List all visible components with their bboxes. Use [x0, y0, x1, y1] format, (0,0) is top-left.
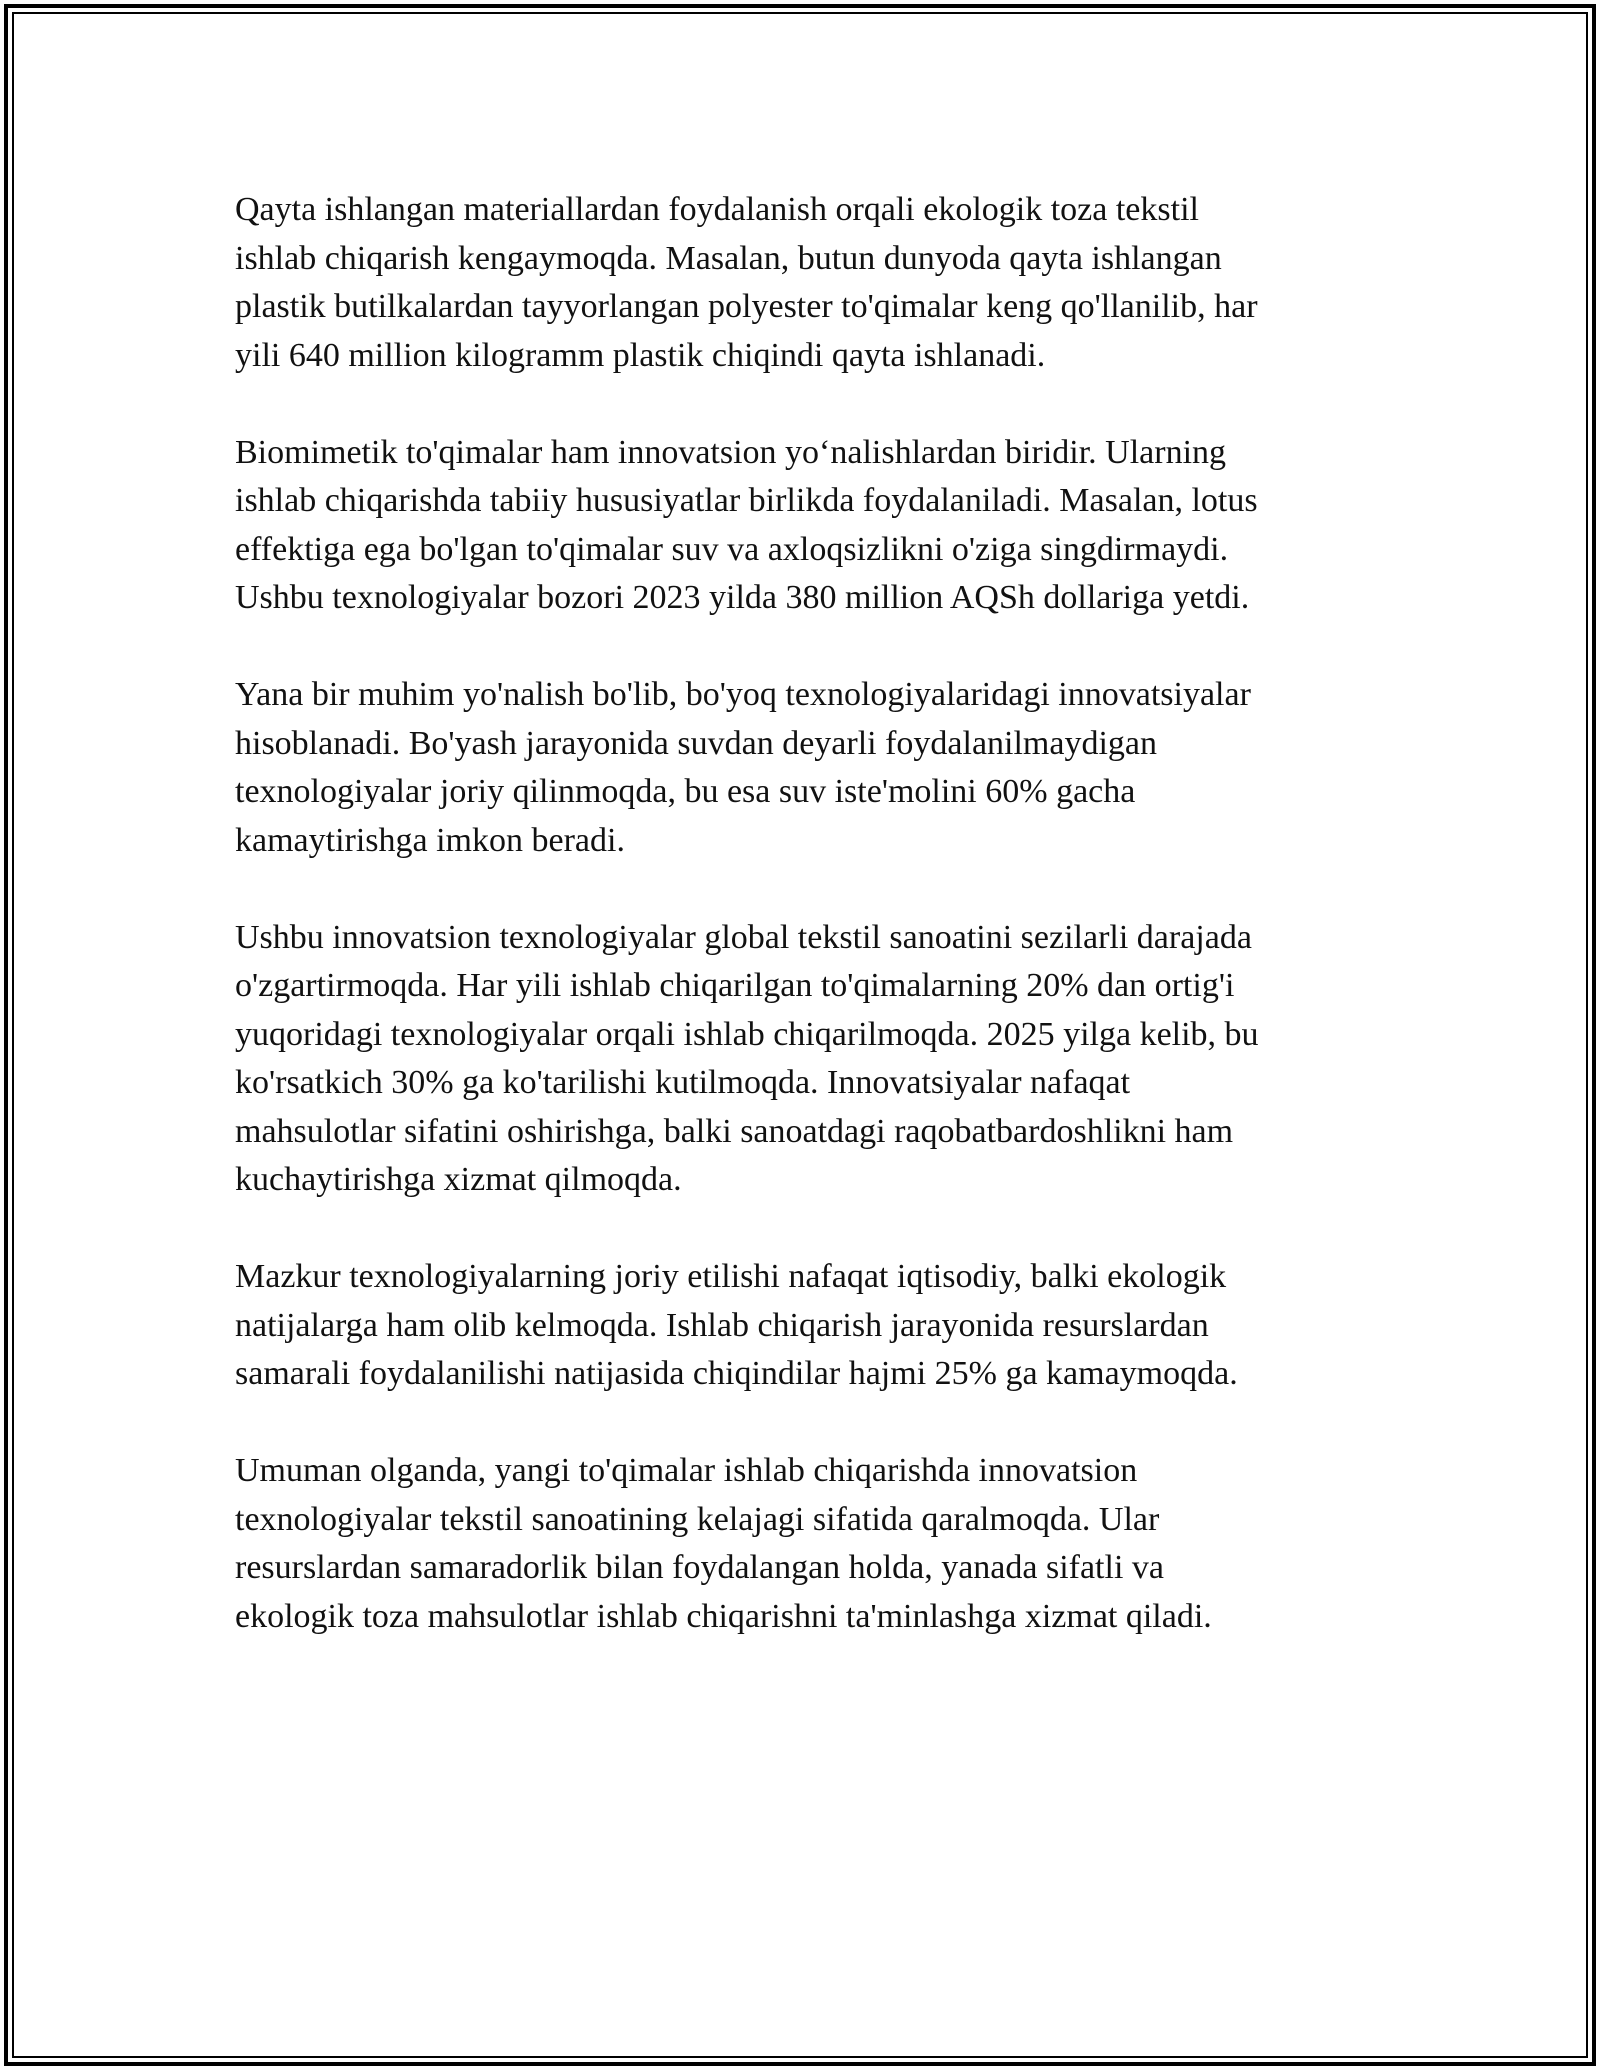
text-line: samarali foydalanilishi natijasida chiqindilar hajmi 25% ga kamaymoqda.	[235, 1355, 1238, 1392]
text-line: plastik butilkalardan tayyorlangan polyester to'qimalar keng qo'llanilib, har	[235, 288, 1258, 325]
paragraph-recycled-materials	[235, 186, 1365, 380]
text-line: yili 640 million kilogramm plastik chiqindi qayta ishlanadi.	[235, 336, 1046, 374]
text-line: kamaytirishga imkon beradi.	[235, 821, 625, 859]
text-line: Umuman olganda, yangi to'qimalar ishlab chiqarishda innovatsion	[235, 1452, 1138, 1489]
text-line: hisoblanadi. Bo'yash jarayonida suvdan deyarli foydalanilmaydigan	[235, 724, 1158, 762]
text-line: Ushbu innovatsion texnologiyalar global tekstil sanoatini sezilarli darajada	[235, 918, 1252, 956]
text-line: kuchaytirishga xizmat qilmoqda.	[235, 1161, 682, 1198]
text-line: mahsulotlar sifatini oshirishga, balki sanoatdagi raqobatbardoshlikni ham	[235, 1112, 1234, 1150]
paragraph-biomimetic-fabrics	[235, 429, 1365, 623]
paragraph-ecological-results	[235, 1253, 1365, 1399]
text-line: texnologiyalar tekstil sanoatining kelajagi sifatida qaralmoqda. Ular	[235, 1500, 1160, 1538]
text-line: Yana bir muhim yo'nalish bo'lib, bo'yoq texnologiyalaridagi innovatsiyalar	[235, 676, 1251, 713]
text-line: ishlab chiqarishda tabiiy hususiyatlar birlikda foydalaniladi. Masalan, lotus	[235, 482, 1258, 519]
text-line: texnologiyalar joriy qilinmoqda, bu esa suv iste'molini 60% gacha	[235, 773, 1136, 810]
paragraph-conclusion	[235, 1447, 1365, 1641]
text-line: ekologik toza mahsulotlar ishlab chiqarishni ta'minlashga xizmat qiladi.	[235, 1597, 1212, 1635]
text-line: Mazkur texnologiyalarning joriy etilishi nafaqat iqtisodiy, balki ekologik	[235, 1258, 1227, 1295]
text-line: resurslardan samaradorlik bilan foydalangan holda, yanada sifatli va	[235, 1549, 1164, 1586]
text-line: Qayta ishlangan materiallardan foydalanish orqali ekologik toza tekstil	[235, 191, 1199, 228]
text-line: natijalarga ham olib kelmoqda. Ishlab chiqarish jarayonida resurslardan	[235, 1306, 1209, 1344]
text-line: effektiga ega bo'lgan to'qimalar suv va axloqsizlikni o'ziga singdirmaydi.	[235, 530, 1229, 568]
paragraph-global-impact	[235, 914, 1365, 1205]
text-line: Ushbu texnologiyalar bozori 2023 yilda 380 million AQSh dollariga yetdi.	[235, 579, 1250, 616]
text-line: ko'rsatkich 30% ga ko'tarilishi kutilmoqda. Innovatsiyalar nafaqat	[235, 1064, 1131, 1101]
text-line: yuqoridagi texnologiyalar orqali ishlab chiqarilmoqda. 2025 yilga kelib, bu	[235, 1015, 1259, 1053]
text-line: o'zgartirmoqda. Har yili ishlab chiqarilgan to'qimalarning 20% dan ortig'i	[235, 967, 1235, 1004]
document-body	[235, 186, 1365, 1690]
text-line: ishlab chiqarish kengaymoqda. Masalan, butun dunyoda qayta ishlangan	[235, 239, 1222, 277]
text-line: Biomimetik to'qimalar ham innovatsion yo‘nalishlardan biridir. Ularning	[235, 433, 1227, 471]
paragraph-dye-technologies	[235, 671, 1365, 865]
